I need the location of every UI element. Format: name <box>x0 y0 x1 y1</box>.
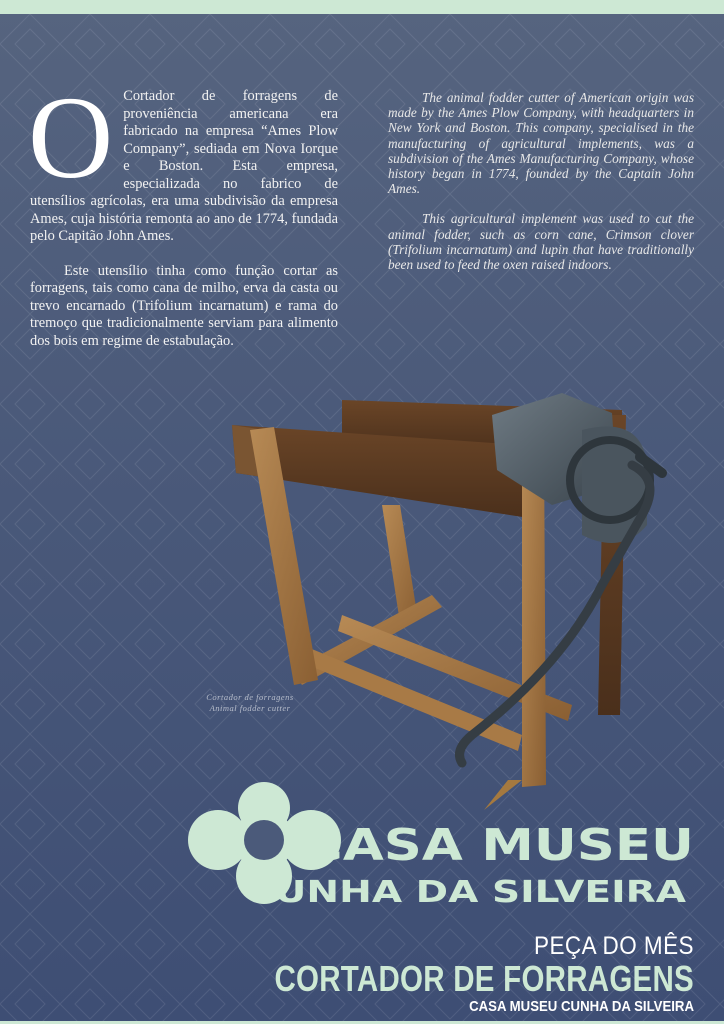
museum-logo <box>186 780 706 912</box>
caption-pt: Cortador de forragens <box>206 692 294 702</box>
photo-caption <box>190 692 310 714</box>
en-paragraph-2: This agricultural implement was used to cut the animal fodder, such as corn cane, Crimson clover (Trifolium incarnatum) and lupin that have traditionally been used to feed the oxen raised indoors. <box>388 211 694 273</box>
drop-cap: O <box>28 72 114 203</box>
footer-title: CORTADOR DE FORRAGENS <box>274 958 694 999</box>
caption-en: Animal fodder cutter <box>209 703 291 713</box>
portuguese-text <box>28 72 338 350</box>
en-paragraph-1: The animal fodder cutter of American origin was made by the Ames Plow Company, with headquarters in New York and Boston. This company, specialised in the manufacturing of agricultural implements, was a subdivision of the Ames Manufacturing Company, whose history began in 1774, founded by the Captain John Ames. <box>388 90 694 197</box>
english-text <box>388 90 694 272</box>
pt-paragraph-2: Este utensílio tinha como função cortar as forragens, tais como cana de milho, erva da casta ou trevo encarnado (Trifolium incarnatum) e rama do tremoço que tradicionalmente serviam para alimento dos bois em regime de estabulação. <box>30 262 338 349</box>
fodder-cutter-photo <box>222 385 672 815</box>
pt-paragraph-1 <box>28 72 338 246</box>
footer-pre-title: PEÇA DO MÊS <box>534 932 694 960</box>
logo-line-2: CUNHA DA SILVEIRA <box>246 875 688 910</box>
pt-paragraph-1-text: Cortador de forragens de proveniência americana era fabricado na empresa “Ames Plow Company”, sediada em Nova Iorque e Boston. Esta empresa, especializada no fabrico de utensílios agrícolas, era uma subdivisão da empresa Ames, cuja história remonta ao ano de 1774, fundada pelo Capitão John Ames. <box>30 88 338 244</box>
footer-museum-name: CASA MUSEU CUNHA DA SILVEIRA <box>469 998 694 1015</box>
logo-line-1: CASA MUSEU <box>304 820 694 871</box>
top-accent-strip <box>0 0 724 14</box>
